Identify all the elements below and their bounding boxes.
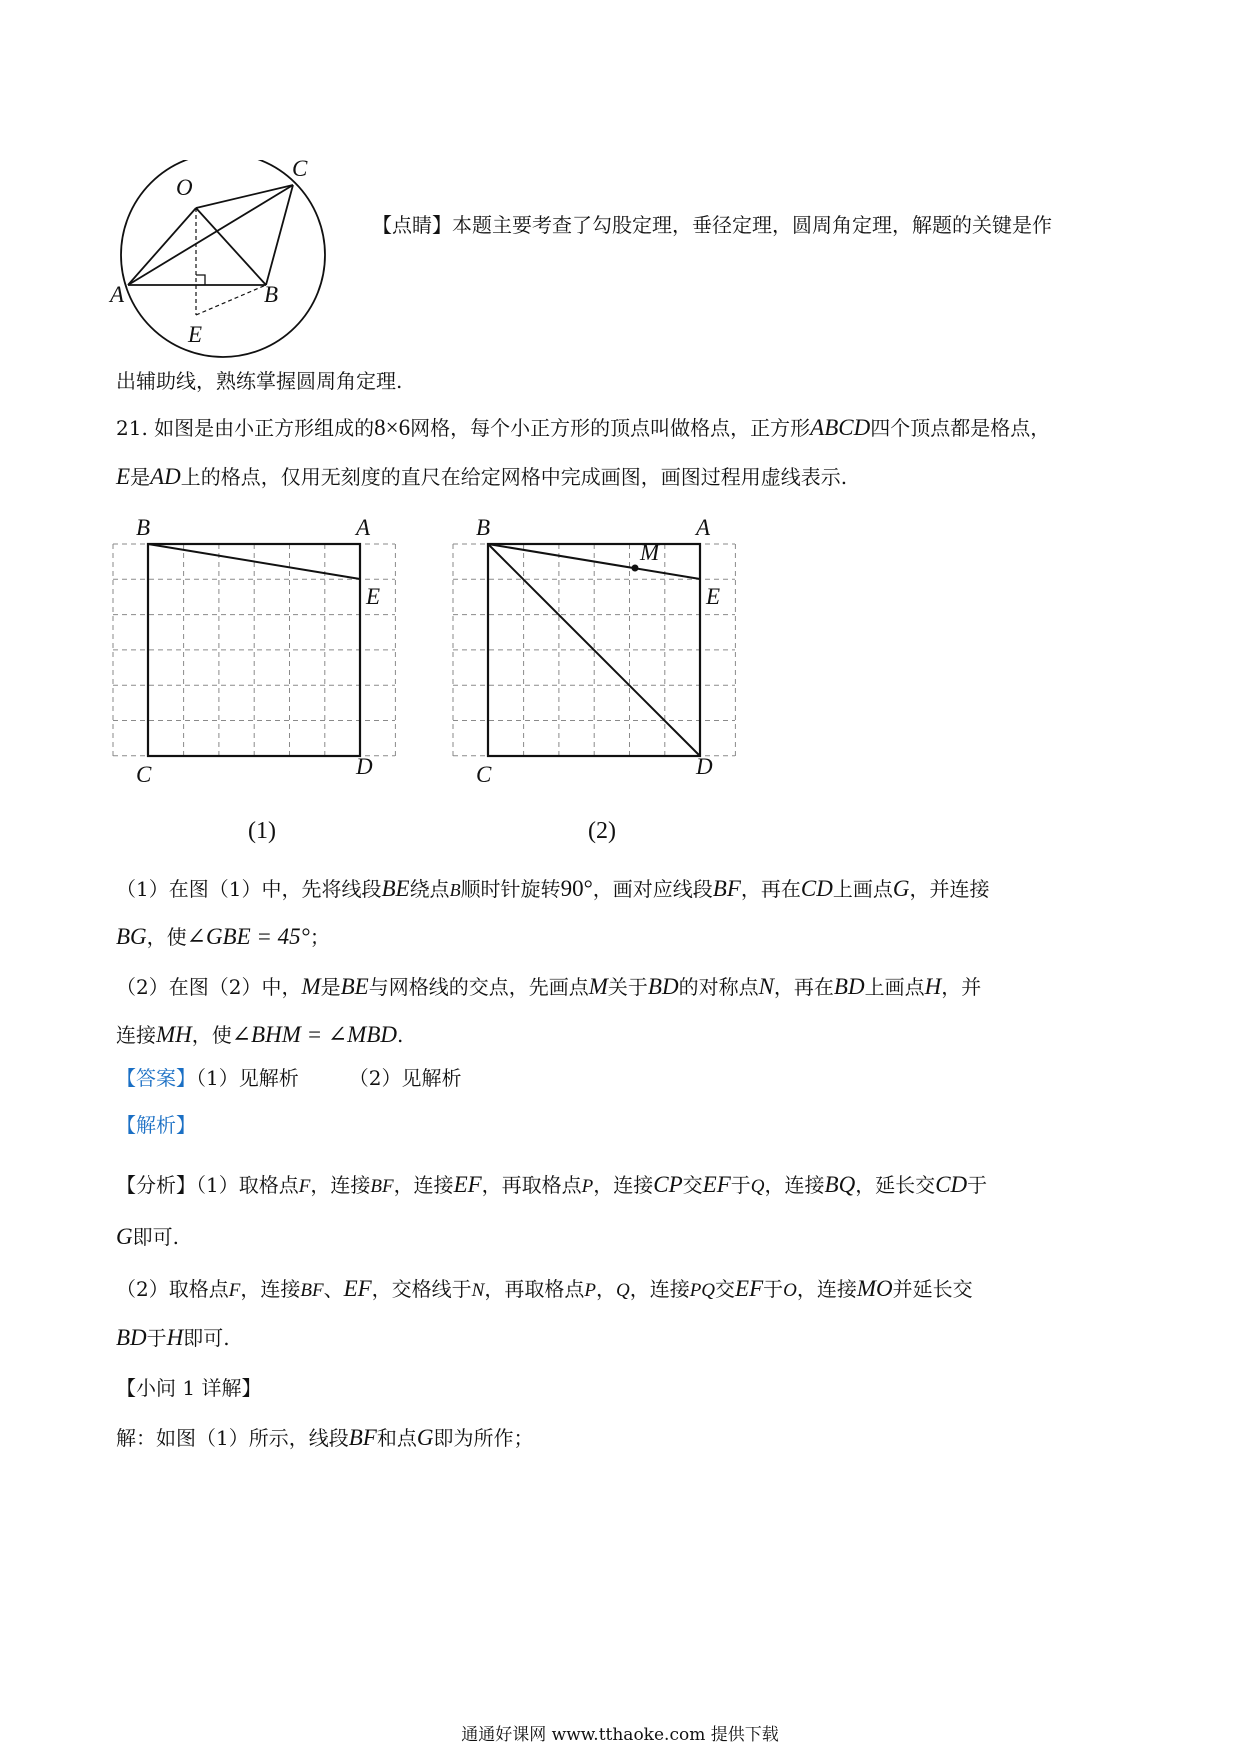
part1-line1: （1）在图（1）中，先将线段BE绕点B顺时针旋转90°，画对应线段BF，再在CD上画点G，并连接 xyxy=(116,876,990,901)
label-a-2: A xyxy=(696,515,711,540)
segment-oa xyxy=(128,208,196,285)
detail1-line: 解：如图（1）所示，线段BF和点G即为所作； xyxy=(116,1425,534,1450)
segment-ob xyxy=(196,208,266,285)
label-e: E xyxy=(188,322,203,347)
footer: 通通好课网 www.tthaoke.com 提供下载 xyxy=(461,1725,779,1745)
segment-oc xyxy=(196,185,293,208)
caption-figure-2: (2) xyxy=(588,818,616,844)
grid-figure-2 xyxy=(440,510,760,795)
fenxi2-line1: （2）取格点F，连接BF、EF，交格线于N，再取格点P，Q，连接PQ交EF于O，连接MO并延长交 xyxy=(116,1276,973,1301)
label-e-2: E xyxy=(706,584,721,609)
segment-bc xyxy=(266,185,293,285)
problem-intro-line1: 21. 如图是由小正方形组成的8×6网格，每个小正方形的顶点叫做格点，正方形ABCD四个顶点都是格点， xyxy=(116,415,1051,440)
caption-figure-1: (1) xyxy=(248,818,276,844)
part2-line2: 连接MH，使∠BHM = ∠MBD. xyxy=(116,1022,404,1047)
fenxi-line2: G即可. xyxy=(116,1224,179,1249)
fenxi-line1: 【分析】（1）取格点F，连接BF，连接EF，再取格点P，连接CP交EF于Q，连接BQ，延长交CD于 xyxy=(116,1172,988,1197)
label-m-2: M xyxy=(640,540,660,565)
label-b-1: B xyxy=(136,515,151,540)
problem-intro-line2: E是AD上的格点，仅用无刻度的直尺在给定网格中完成画图，画图过程用虚线表示. xyxy=(116,464,848,489)
detail1-tag: 【小问 1 详解】 xyxy=(116,1376,262,1400)
analysis-tag: 【解析】 xyxy=(116,1113,196,1137)
answer-line: 【答案】（1）见解析 （2）见解析 xyxy=(116,1066,462,1090)
label-d-2: D xyxy=(696,754,713,779)
label-e-1: E xyxy=(366,584,381,609)
remark-line2: 出辅助线，熟练掌握圆周角定理. xyxy=(116,369,403,393)
grid-figure-1 xyxy=(100,510,420,795)
label-a-1: A xyxy=(356,515,371,540)
point-m xyxy=(632,565,639,572)
label-c-1: C xyxy=(136,762,152,787)
label-o: O xyxy=(176,175,193,200)
label-c: C xyxy=(292,160,308,181)
label-d-1: D xyxy=(356,754,373,779)
label-a: A xyxy=(110,282,125,307)
remark-line1: 【点睛】本题主要考查了勾股定理，垂径定理，圆周角定理，解题的关键是作 xyxy=(372,213,1052,237)
right-angle-mark xyxy=(196,275,205,285)
label-b-2: B xyxy=(476,515,491,540)
label-c-2: C xyxy=(476,762,492,787)
segment-ac xyxy=(128,185,293,285)
fenxi2-line2: BD于H即可. xyxy=(116,1325,230,1350)
part2-line1: （2）在图（2）中，M是BE与网格线的交点，先画点M关于BD的对称点N，再在BD上画点H，并 xyxy=(116,974,982,999)
dashed-eb xyxy=(196,285,266,315)
grid-lines-1 xyxy=(113,544,395,756)
circle-figure xyxy=(100,160,360,360)
part1-line2: BG，使∠GBE = 45°； xyxy=(116,924,330,949)
label-b: B xyxy=(264,282,279,307)
